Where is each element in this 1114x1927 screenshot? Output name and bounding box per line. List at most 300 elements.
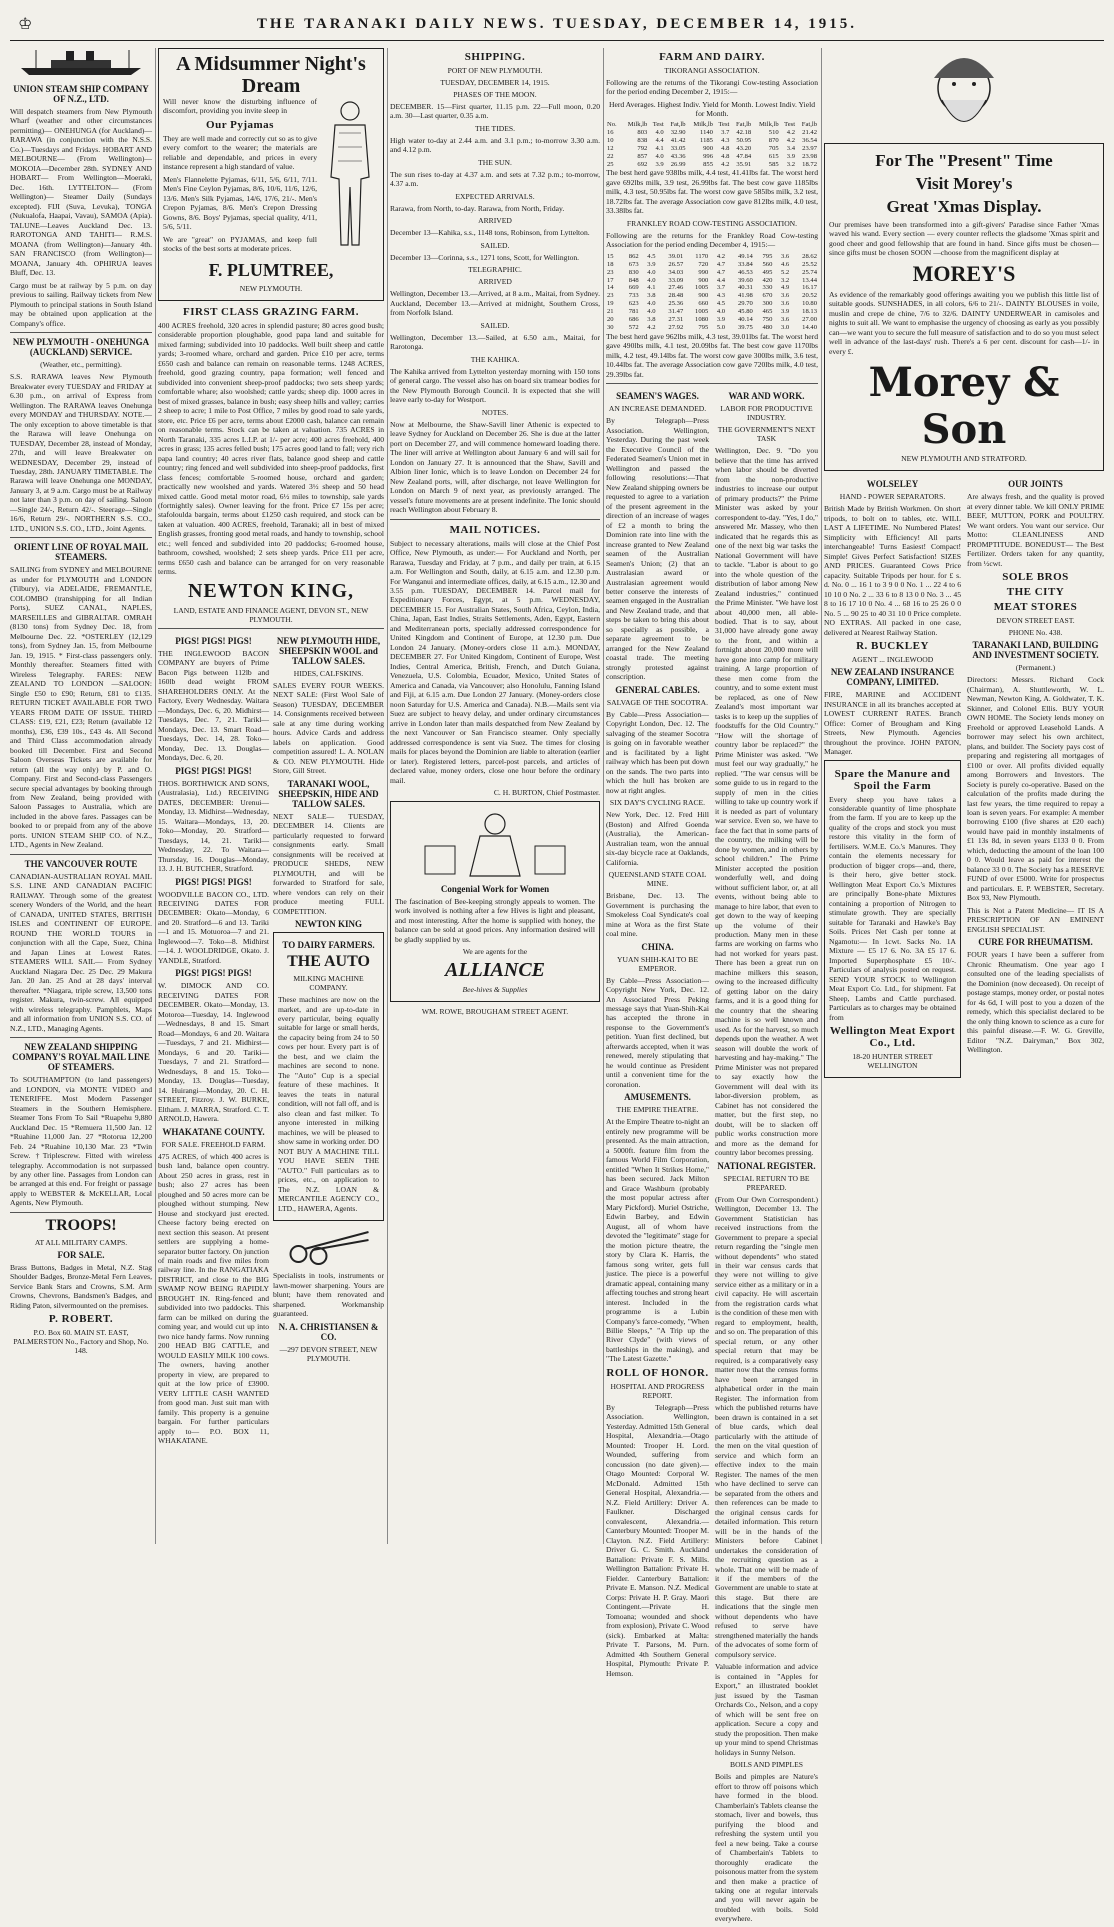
table-cell: 26.99 [670,160,686,168]
nzship-heading: NEW ZEALAND SHIPPING COMPANY'S ROYAL MAIL LINE OF STEAMERS. [12,1042,150,1073]
table-header-cell: Test [718,120,730,128]
table-header-cell: Milk,lb [627,120,648,128]
table-cell: 25.36 [668,300,684,308]
sun-body: The sun rises to-day at 4.37 a.m. and sets at 7.32 p.m.; to-morrow, 4.37 a.m. [390,169,600,189]
morey-heading-2: Visit Morey's [915,174,1013,193]
register-sub: SPECIAL RETURN TO BE PREPARED. [723,1173,810,1192]
tikorangi-intro: Following are the returns of the Tikorangi Cow-testing Association for the period ending December 2, 1915:— [606,78,818,97]
meat-stores-heading: MEAT STORES [993,601,1078,614]
table-cell: 5.2 [780,268,790,276]
table-cell: 1140 [700,128,713,136]
table-cell: 669 [628,284,639,292]
alliance-agents: We are agents for the [462,947,528,957]
table-row [606,137,818,145]
table-cell: 1080 [695,316,709,324]
newton-king-sign: NEWTON KING [294,919,363,930]
table-cell: 42.18 [736,128,752,136]
table-cell: 3.2 [780,276,790,284]
troops-heading: TROOPS! [45,1216,117,1234]
midsummer-body: Will never know the disturbing influence of discomfort, providing you invite sleep in [163,97,317,116]
table-cell: 32.90 [670,128,686,136]
war-body: Wellington, Dec. 9. "Do you believe that the time has arrived when labor should be diverted from the non-productive industries to increase our output of primary products?" the Prime Minister was asked by your correspondent to-day. "Yes, I do," answered Mr. Massey, who then indicated that he regards this as one of the next big war tasks the National Government will have to tackle. "Labor is about to go into the whole question of the distribution of labor among New Zealand industries," continued the Prime Minister. "We have lost about 40,000 men, all able-bodied. That is to say, about 31,000 have already gone away to the front, and within a fortnight about 20,000 more will have gone into camp for military training. A large proportion of these men come from the country, and to some extent must be replaced, as one of New Zealand's most important war tasks is to keep up the supplies of foodstuffs for the Old Country." "How will the shortage of country labor be replaced?" the Prime Minister was asked. "We must feel our way gradually," he replied. "The war census will be some guide to us in regard to the supply of men in the cities willing to take up country work if it is needed as part of voluntary war service. Even so, we have to face the fact that in some parts of the country, the milking will be done by women, and in others by school children." The Prime Minister accepted the position wonderfully well, and doing without sufficient labor, or, at all events, without being able to manage to hire labor, that even to get down to the way of keeping up the volume of their production. Many men in these farms are working on farms who had not worked for years past. There has been a great run on machine milkers this season, owing to the increased difficulty of getting labor on the dairy farms, and it is a good thing for the country that the shearing machine is so well known and used. As for the harvest, so much depends upon the weather. A wet season will double the work of harvesting and hay-making." The Prime Minister was not prepared to say exactly how the Government will deal with its labor-diversion problem, as Cabinet has not considered the matter, but the first step, no doubt, will be to slacken off public works construction more and more as the demand for country labor becomes pressing. [715,446,818,1158]
table-cell: 996 [703,152,713,160]
table-cell: 36.54 [802,136,817,144]
column-shipping-ads [10,48,152,1544]
joints-body: Are always fresh, and the quality is proved at every dinner table. We kill ONLY PRIME BEEF, MUTTON, PORK and POULTRY. We want orders. You want our service. Our Motto: CLEANLINESS AND PROMPTITUDE. BONEDUST— The Best Fertilizer. Orders taken for any quantity, from ½cwt. [967,492,1104,568]
china-heading: CHINA. [641,941,674,952]
table-cell: 28.48 [668,292,684,300]
table-cell: 20 [607,316,614,324]
table-row [606,292,818,300]
orient-body: SAILING from SYDNEY and MELBOURNE as under for PLYMOUTH and LONDON (Tilbury), via ADELAIDE, FREMANTLE, COLOMBO (transhipping for all Indian Ports), SUEZ CANAL, NAPLES, MARSEILLES and GIBRALTAR. OMRAH (8130 tons) from Sydney Dec. 18, from Melbourne Dec. 22. *OSTERLEY (12,129 tons), from Sydney Jan. 15, from Melbourne Jan. 19, 1915. * First-class passengers only. Monthly thereafter. Steamers fitted with Wireless Telegraphy. FARES: NEW ZEALAND TO LONDON —SALOON: Single £50 to £90; Return, £81 to £135. RETURN TICKET AVAILABLE FOR TWO YEARS FROM DATE OF ISSUE. THIRD CLASS: £19, £21, £23; Return (available 12 months), £36, £39 10s., £43 4s. All Second and Third Class accommodation already booked till December. First and Second Saloon Overseas Tickets are available for return (all the way only) by P. and O. Company. First and Second-class Passengers secure special advantages by booking through from New Zealand, being provided with Saloon Passages to Australia, which are included in the above fares. Passages can be booked to or prepaid from any of the above ports. UNION STEAM SHIP CO. of N.Z., LTD., Agents in New Zealand. [10,565,152,850]
column-shipping-news [390,48,600,1544]
table-cell: 28.62 [802,252,817,260]
pigs-woodville: WOODVILLE BACON CO., LTD. RECEIVING DATES FOR DECEMBER: Okato—Monday, 6 and 20. Stratford—6 and 13. Tariki—1 and 15. Motuoroa—7 and 21. Inglewood—7. Toko—8. Midhirst—14. J. WOOLDRIDGE, Okato. J. YANDLE, Stratford. [158,889,269,965]
table-cell: 22 [607,152,614,160]
table-cell: 23.97 [802,144,817,152]
masthead [10,6,1104,41]
table-row [606,269,818,277]
dairy-heading: TO DAIRY FARMERS. [282,940,375,951]
union-heading: UNION STEAM SHIP COMPANY OF N.Z., LTD. [13,84,149,104]
forsale-body: Brass Buttons, Badges in Metal, N.Z. Stag Shoulder Badges, Bronze-Metal Fern Leaves, Service Bank Stars and Crowns, S.M. Arm Crowns, Chevrons, Bandsmen's Badges, and Riding Paton, silvermounted on the premises. [10,1262,152,1310]
table-cell: 10.80 [802,300,817,308]
column-rule [821,48,822,1544]
table-cell: 3.6 [780,292,790,300]
table-cell: 3.6 [780,316,790,324]
table-cell: 660 [698,300,709,308]
table-cell: 838 [637,136,648,144]
tlb-heading: TARANAKI LAND, BUILDING AND INVESTMENT SOCIETY. [972,640,1099,661]
table-cell: 795 [698,323,709,331]
table-row [606,161,818,169]
farm-body: 400 ACRES freehold, 320 acres in splendid pasture; 80 acres good bush; considerable proportion ploughable, good papa land and suitable for mixed farming; subdivided into 10 paddocks. Well built sheep and cattle yards; 3-roomed whare, orchard and garden. Price £10 per acre, terms £650 cash and balance can remain on reasonable terms. 1248 ACRES, freehold, good grazing country, papa formation; well fenced and subdivided into convenient sheep-proof paddocks; two sets sheep yards; comfortable whare; also woolshed; cattle yards; sheep dip. 1000 acres in best of mixed grasses, balance in bush; easy sheep hills and valley; carries 2 sheep to acre; 1 mile to Post Office, 7 miles by good road to sale yards, store, etc. Price £6 per acre, terms about £2000 cash, balance can remain on reasonable terms. Stock can be taken at valuation. 735 ACRES in North Taranaki, 335 acres L.I.P. at 1/- per acre; 400 acres freehold, 400 acres in grass; 135 acres felled bush; 175 acres good land to fall; very rich papa land country; 40 acres river flats, balance good sheep and cattle country; ring fenced and well subdivided into sheep-proof paddocks, first class fences; comfortable 5-roomed house, orchard and garden; practically new woolshed and yards. Watered 3½ sheep and 50 head mixed cattle. Good metal motor road, 6½ miles to township, sale yards (fortnightly sales). Owner leaving for the front. Price £7 15s per acre; stafoloulda bargain, terms about £1250 cash required, and stock can be taken at valuation. 400 ACRES, freehold, Taranaki; all in best of mixed English grasses, fronting good metal roads, and handy to township, school etc.; well fenced and subdivided into 20 paddocks; 6-roomed house, bathroom, cowshed, woolshed; 2 sets sheep yards. Price £11 per acre, terms £650 cash and balance can be arranged for on very reasonable terms. [158,320,384,577]
table-cell: 900 [698,276,709,284]
table-cell: 781 [628,308,639,316]
mail-body: Subject to necessary alterations, mails will close at the Chief Post Office, New Plymouth, as under:— For Auckland and North, per Rarawa, Tuesday and Friday, at 7 p.m., and daily per train, at 6.15 a.m. For Wellington and South, daily, at 6.15 a.m. and 12.30 p.m. For Wanganui and intermediate offices, daily, at 6.15 a.m., 12.30 and 3.55 p.m. TUESDAY, DECEMBER 14. Parcel mail for Expeditionary Forces, Egypt, at 5 p.m. WEDNESDAY, DECEMBER 15. For Australian States, South Africa, Ceylon, India, China, Japan, East Indies, Straits Settlements, Aden, Egypt, Eastern and Mediterranean ports, specially addressed correspondence for United Kingdom and Continent of Europe, at 12.30 p.m. Due London 24 January. (Money-orders close 11 a.m.). MONDAY, DECEMBER 27. For United Kingdom, Continent of Europe, West Indies, Central America, British, French, and Dutch Guiana, Venezuela, U.S. Colombia, Ecuador, Mexico, United States of America and Canada, via Vancouver; also Honolulu, Fanning Island and Fiji, at 6.15 a.m. Due London 27 January. (Money-orders close noon Saturday for U.S. America and Canada). N.B.—Mails sent via Suez are subject to heavy delay, and under ordinary circumstances arrive in London later than mails despatched from New Zealand by the next Vancouver or San Francisco steamer. Only specially addressed correspondence is sent via Suez. The times for closing mails for places beyond the Dominion are liable to alteration (earlier or later). Registered letters, parcel-post parcels, and articles of declared value, money orders, close one hour before the ordinary mail. [390,538,600,785]
column-rule [603,48,604,1544]
table-cell: 870 [768,136,779,144]
table-cell: 40.31 [737,284,753,292]
frankley-heading: FRANKLEY ROAD COW-TESTING ASSOCIATION. [626,218,798,228]
whakatane-sub: FOR SALE. FREEHOLD FARM. [161,1139,266,1149]
forsale-heading: FOR SALE. [57,1249,105,1260]
table-header-cell: Fat,lb [801,120,817,128]
expected-heading: EXPECTED ARRIVALS. [455,191,535,201]
table-cell: 4.8 [721,144,730,152]
kahika-body: The Kahika arrived from Lyttelton yesterday morning with 150 tons of general cargo. The vessel also has on board six tramear bodies for the New Plymouth Borough Council. It is expected that she will leave early to-day for Westport. [390,366,600,405]
nz-insurance-heading: NEW ZEALAND INSURANCE COMPANY, LIMITED. [830,667,955,688]
table-cell: 3.9 [655,160,664,168]
table-cell: 4.1 [647,284,656,292]
amusements-heading: AMUSEMENTS. [624,1092,691,1103]
table-cell: 692 [637,160,648,168]
table-cell: 4.2 [786,136,796,144]
table-cell: 572 [628,323,639,331]
table-cell: 15 [607,252,614,260]
table-cell: 495 [762,268,773,276]
rheumatism-body: FOUR years I have been a sufferer from Chronic Rheumatism. One year ago I consulted one of the leading specialists of the Dominion (now deceased). On receipt of postage stamps, money order, or postal notes for 4s 6d, I will post to you a dozen of the remedy, which this specialist declared to be the only thing known to science as a cure for this painful disease.—F. W. G. Greville, Editor "N.Z. Dairyman," Box 302, Wellington. [967,950,1104,1055]
christiansen-address: —297 DEVON STREET, NEW PLYMOUTH. [279,1344,378,1363]
auto-body: These machines are now on the market, and are up-to-date in every particular, being equally suitable for large or small herds, the capacity being from 24 to 50 cows per hour. Every part is of the best, and we claim the machines are second to none. The "Auto" Cup is a special feature of these machines. It leaves the teats in natural condition, will not fall off, and is also clean and fast milker. To anyone interested in milking machines, we will be pleased to show same in working order. DO NOT BUY A MACHINE TILL YOU HAVE SEEN THE "AUTO." Full particulars as to prices, etc., on application to The N.Z. LOAN & MERCANTILE AGENCY CO., LTD., HAWERA, Agents. [278,995,379,1213]
masthead-title: THE TARANAKI DAILY NEWS. TUESDAY, DECEMBER 14, 1915. [256,16,858,32]
pigs-heading: PIGS! PIGS! PIGS! [175,765,252,776]
np-wool-body: SALES EVERY FOUR WEEKS. NEXT SALE: (First Wool Sale of Season) TUESDAY, DECEMBER 14. Consignments received between sale at any time during working hours. Advice Cards and address labels on application. Good competition assured! L. A. NOLAN & CO. NEW PLYMOUTH. Hide Store, Gill Street. [273,680,384,776]
table-cell: 27.46 [668,284,684,292]
tk-wool-heading: TARANAKI WOOL, SHEEPSKIN, HIDE AND TALLOW SALES. [278,778,379,809]
table-header-cell: Test [652,120,664,128]
register-body: (From Our Own Correspondent.) Wellington, December 13. The Government Statistician has received instructions from the Government to prepare a special return regarding the "single men without dependents" who stated in their war census cards that they were not willing to give service either as a military or in a civil capacity. He will ascertain from the registration cards what is the condition of these men with regard to employment, health, and so on. The preparation of this special return, or any other special return that may be required, is a comparatively easy matter now that the census forms have been arranged in alphabetical order in the main Register. The information from which the published returns have been drawn is contained in a set of blue cards, which deal particularly with the attitude of the men on the vital question of service and which form an effective index to the main Register. The names of the men who have declined to serve can be separated from the others and then references can be made to the original census cards for detailed information. This return will be in the hands of the Ministers before Cabinet undertakes the consideration of the recruiting question as a whole. That one will be made of it if the members of the Government are unable to state at this stage. But there are indications that the single men without dependents who have refused to serve have strengthened materially the hands of the advocates of some form of compulsory service. [715,1194,818,1659]
table-cell: 4.0 [655,152,664,160]
newton-king-sub: LAND, ESTATE AND FINANCE AGENT, DEVON ST., NEW PLYMOUTH. [173,605,369,624]
table-cell: 41.98 [737,292,753,300]
shipping-heading: SHIPPING. [464,51,526,63]
union-cargo: Cargo must be at railway by 5 p.m. on day previous to sailing. Railway tickets from New Plymouth to principal stations in South Island may be obtained upon application at the Company's office. [10,280,152,328]
pigs-borthwick: THOS. BORTHWICK AND SONS, (Australasia), Ltd.) RECEIVING DATES, DECEMBER: Urenui—Monday, 13. Midhirst—Wednesday, 15. Waitara—Mondays, 13, 20. Toko—Monday, 20. Stratford—Tuesdays, 14, 21. Tarikl—Wednesday, 22. To Waitara—Thursday, 16. Douglas—Monday, 13. J. H. BUTCHER, Stratford. [158,778,269,874]
wolseley-heading: WOLSELEY [866,479,919,490]
table-cell: 3.9 [716,316,726,324]
table-cell: 1170 [695,252,709,260]
table-row [606,261,818,269]
cycle-sub: SIX DAY'S CYCLING RACE. [609,798,706,808]
father-christmas-illustration [824,48,1104,138]
table-row [606,277,818,285]
mail-heading: MAIL NOTICES. [449,523,541,536]
np-wool-heading: NEW PLYMOUTH HIDE, SHEEPSKIN WOOL and TALLOW SALES. [276,635,381,666]
table-cell: 33.05 [670,144,686,152]
table-cell: 19 [607,300,614,308]
alliance-address: WM. ROWE, BROUGHAM STREET AGENT. [421,1007,569,1017]
robert-address: P.O. Box 60. MAIN ST. EAST, PALMERSTON No., Factory and Shop, No. 148. [13,1328,149,1356]
table-cell: 4.4 [716,276,726,284]
table-cell: 45.80 [737,308,753,316]
roll-sub: HOSPITAL AND PROGRESS REPORT. [610,1381,705,1400]
city-heading: THE CITY [1006,586,1065,599]
table-cell: 990 [698,268,709,276]
china-body: By Cable—Press Association—Copyright New York, Dec. 12. An Associated Press Peking message says that Yuan-Shih-Kai has accepted the throne in response to the Government's petition. Yuan first declined, but afterwards accepted, when it was renewed, merely stipulating that he would continue as President until a convenient time for the coronation. [606,975,709,1089]
tikorangi-heading: TIKORANGI ASSOCIATION. [664,66,760,75]
table-cell: 670 [762,292,773,300]
table-cell: 1185 [700,136,713,144]
tikorangi-summary: The best herd gave 938lbs milk, 4.4 test, 41.41lbs fat. The worst herd gave 692lbs milk, 3.9 test, 26.99lbs fat. The best cow gave 1185lbs milk, 4.3 test, 50.95lbs fat. The worst cow gave 585lbs milk, 3.2 test, 18.72lbs fat. The average Association cow gave 812lbs milk, 4.0 test, 33.38lbs fat. [606,168,818,216]
table-cell: 300 [762,300,773,308]
table-cell: 16 [607,128,614,136]
table-cell: 3.8 [647,316,656,324]
register-heading: NATIONAL REGISTER. [717,1160,816,1171]
alliance-brand: ALLIANCE [444,959,546,982]
spare-manure-heading: Spare the Manure and Spoil the Farm [834,767,951,792]
table-cell: 4.0 [716,308,726,316]
alliance-heading: Congenial Work for Women [440,883,550,894]
table-cell: 14.40 [802,323,817,331]
table-cell: 830 [628,268,639,276]
wolseley-sub: HAND - POWER SEPARATORS. [839,492,946,502]
notes-body: Now at Melbourne, the Shaw-Savill liner Athenic is expected to leave Sydney for Auckland on December 26. She is due at the latter port on December 27, and will commence homeward loading there. The liner will arrive at Wellington about January 6 and will sail for London on January 27. It is announced that the Shaw, Savill and Albion liner Ionic, which is to leave London on December 24 for New Zealand ports, will, after discharge, not leave Wellington for London on March 9 of next year, as previously arranged. The vessel's future movements are at present indefinite. The Ionic should reach Wellington about February 8. [390,419,600,515]
table-cell: 25 [607,160,614,168]
plumtree-ad [158,48,384,301]
table-header-cell: Test [784,120,796,128]
table-cell: 4.7 [716,268,726,276]
empire-sub: THE EMPIRE THEATRE. [616,1105,699,1115]
pigs-dimock: W. DIMOCK AND CO. RECEIVING DATES FOR DECEMBER. Okato—Monday, 13. Motoroa—Tuesday, 14. Inglewood—Wednesdays, 8 and 15. Smart Road—Mondays, 6 and 20. Waitara—Tuesdays, 7 and 21. Midhirst—Mondays, 6 and 20. Tariki—Tuesdays, 7 and 21. Stratford—Wednesdays, 8 and 15. Toko—Monday, 13. Douglas—Tuesday, 14. Huirangi—Monday, 20. C. H. STREET, Fitzroy. J. W. BURKE, Eltham. J. MARRA, Stratford. C. T. ARNOLD, Hawera. [158,981,269,1124]
troops-sub: AT ALL MILITARY CAMPS. [34,1237,128,1247]
table-cell: 4.0 [655,128,664,136]
table-cell: 3.7 [716,284,726,292]
whakatane-heading: WHAKATANE COUNTY. [162,1126,265,1137]
table-cell: 3.9 [647,260,656,268]
table-cell: 40.14 [737,316,753,324]
steamship-icon [10,48,152,76]
table-cell: 862 [628,252,639,260]
table-cell: 18.13 [802,308,817,316]
war-sub: LABOR FOR PRODUCTIVE INDUSTRY. [720,404,813,423]
table-cell: 4.6 [780,260,790,268]
whakatane-body: 475 ACRES, of which 400 acres is bush land, balance open country. About 250 acres in grass, rest in bush; also 27 acres has been ploughed and 50 acres more can be ploughed without stumping. New House and stockyard just erected. Cheese factory being erected on next section this season. At present settlers are supplying a home-separator butter factory. On junction of main roads and five miles from railway line. In the RANGATIAKA DISTRICT, and close to the BIG SWAMP NOW BEING RAPIDLY BROUGHT IN. Ring-fenced and subdivided into two paddocks. This farm can be milked on during the coming year, and would cut up into two nice handy farms. Now running 200 HEAD BIG CATTLE, and WOULD EASILY MILK 100 cows. The owners, having another property in view, are prepared to quit at the low price of £3900. VERY LITTLE CASH WANTED from good man. Just suit man with family. This property is a genuine bargain. For further particulars apply to— P.O. BOX 11, WHAKATANE. [158,1151,269,1446]
table-cell: 25.74 [802,268,817,276]
table-cell: 615 [768,152,779,160]
pigs-heading: PIGS! PIGS! PIGS! [175,876,252,887]
socotra-sub: SALVAGE OF THE SOCOTRA. [606,697,709,707]
coal-sub: QUEENSLAND STATE COAL MINE. [608,870,707,889]
table-cell: 585 [768,160,779,168]
column-rule [155,48,156,1544]
farm-dairy-heading: FARM AND DAIRY. [659,51,765,63]
table-cell: 3.2 [786,160,796,168]
roll-body: By Telegraph—Press Association. Wellington, Yesterday. Admitted 15th General Hospital, Alexandria.—Otago Mounted: Trooper H. Lord. Wounded, suffering from concussion (no date given).—Otago Mounted: Corporal W. McDonald. Admitted 15th General Hospital, Alexandria.—N.Z. Field Artillery: Driver A. Faulkner. Discharged convalescent, Alexandria.—Canterbury Mounted: Trooper M. Clayton. N.Z. Field Artillery: Driver G. C. Smith. Auckland Battalion: Private F. S. Mills. Wellington Battalion: Private H. Fielder. Canterbury Battalion: Private E. Manson. N.Z. Medical Corps: Private H. P. Gray. Maori Contingent.—Private H. Tomoana; wounded and shock from explosion), Private C. Wood (sick). Embarked at Malta: Private T. Parsons, M. Purn. Admitted 4th Southern General Hospital, Plymouth: Private P. Hemson. [606,1402,709,1678]
table-cell: 10 [607,136,614,144]
war-heading: WAR AND WORK. [728,391,805,402]
column-rule [387,48,388,1544]
table-cell: 673 [628,260,639,268]
sun-heading: THE SUN. [478,157,512,167]
morey-ad [824,143,1104,471]
table-cell: 49.14 [737,252,753,260]
frankley-intro: Following are the returns for the Frankley Road Cow-testing Association for the period ending December 4, 1915:— [606,230,818,250]
pyjamas-prices: Men's Flannelette Pyjamas, 6/11, 5/6, 6/11, 7/11. Men's Fine Ceylon Pyjamas, 8/6, 10/6, 11/6, 12/6, 13/6. Men's Silk Pyjamas, 14/6, 17/6, 21/-. Men's Crepon Pyjamas, 8/6. Men's Crepon Dressing Gowns, 8/6. Boys' Pyjamas, special quality, 4/11, 5/6, 5/11. [163,174,317,232]
auto-title: THE AUTO [287,953,370,971]
table-cell: 3.9 [786,152,796,160]
tlb-body: Directors: Messrs. Richard Cock (Chairman), A. Shuttleworth, W. L. Newman, Newton King, A. Goldwater, T. K. Skinner, and Colonel Ellis. BUY YOUR OWN HOME. The Society lends money on Freehold or approved Leasehold Lands. A borrower may select his own architect, plans, and builder. The Society pays cost of preparing and registering all mortgages of £100 or over. All profits divided equally among Borrowers and Investors. The Society is purely co-operative. Based on the calculation of the profits made during the last few years, the time required to repay a loan is seven years. For example: A member borrowing £100 (five shares at £20 each) would have paid in monthly instalments of £1 13s 8d, in seven years £133 0 0. From which, deducting the amount of the loan 100 0 0. Would leave as paid for interest the balance 33 0 0. The Society has a RESERVE FUND of over £5000. Write for prospectus and particulars. E. P. WEBSTER, Secretary. Box 93, New Plymouth. [967,675,1104,903]
table-cell: 33.84 [737,260,753,268]
table-cell: 27.00 [802,316,817,324]
table-cell: 39.75 [737,323,753,331]
boils-body: Boils and pimples are Nature's effort to throw off poisons which have formed in the blood. Chamberlain's Tablets cleanse the stomach, liver and bowels, thus purifying the blood and refreshing the system until you feel a new being. Take a course of Chamberlain's Tablets to thoroughly eradicate the poisonous matter from the system and then make a practice of taking one at regular intervals and you will never again be troubled with boils. Sold everywhere. [715,1772,818,1924]
buckley-address: AGENT ... INGLEWOOD [851,655,934,665]
rheumatism-intro: This is Not a Patent Medicine— IT IS A PRESCRIPTION OF AN EMINENT ENGLISH SPECIALIST. [967,905,1104,934]
mail-signature: C. H. BURTON, Chief Postmaster. [493,788,600,798]
onehunga-sub: (Weather, etc., permitting). [40,360,122,370]
morey-intro: Our premises have been transformed into a gift-givers' Paradise since Father 'Xmas waved his wand. Every section — every counter reflects the gladsome 'Xmas spirit and good cheer and good fellowship that are found in hand. Since gifts must be chosen—since gifts must be chosen SOON —choose from the magnificent display at [829,220,1099,258]
table-cell: 4.0 [647,268,656,276]
war-task: THE GOVERNMENT'S NEXT TASK [717,425,816,444]
midsummer-title: A Midsummer Night's Dream [176,53,366,97]
arrived-body: December 13—Kahika, s.s., 1148 tons, Robinson, from Lyttelton. [390,228,590,238]
table-cell: 3.0 [780,323,790,331]
expected-body: Rarawa, from North, to-day. Rarawa, from North, Friday. [390,203,565,213]
table-cell: 750 [762,316,773,324]
tlb-sub: (Permanent.) [1015,663,1056,673]
table-cell: 21 [607,308,614,316]
table-header-cell: Fat,lb [670,120,686,128]
tikorangi-table [606,121,818,168]
table-header-cell: Milk,lb [759,120,779,128]
table-cell: 12 [607,144,614,152]
alliance-tagline: Bee-hives & Supplies [462,985,528,995]
socotra-body: By Cable—Press Association—Copyright London, Dec. 12. The salvaging of the steamer Socotra is going on in favorable weather and is facilitated by a light railway which has been put down on the sands. The two parts into which the hull has broken are now at right angles. [606,709,709,795]
table-row [606,316,818,324]
pigs-heading: PIGS! PIGS! PIGS! [175,635,252,646]
table-cell: 4.1 [655,144,664,152]
wme-ad [824,760,961,1079]
moreys-name: MOREY'S [912,260,1016,286]
frankley-summary: The best herd gave 962lbs milk, 4.3 test, 39.01lbs fat. The worst herd gave 490lbs milk, 4.1 test, 20.09lbs fat. The best cow gave 1170lbs milk, 4.2 test, 49.14lbs fat. The worst cow gave 300lbs milk, 3.6 test, 10.44lbs fat. The average Association cow gave 720lbs milk, 4.0 test, 29.39lbs fat. [606,331,818,379]
nzship-body: To SOUTHAMPTON (to land passengers) and LONDON, via MONTE VIDEO and TENERIFFE. Most Modern Passenger Steamers in the Southern Hemisphere. Steamer Tons From To Sail *Ruapehu 9,880 Auckland Dec. 15 *Remuera 11,500 Jan. 12 *Ruahine 11,000 Jan. 27 *Rotorua 12,200 Feb. 24 *Ruahine 10,130 Mar. 23 *Twin Screw. †Triplescrew. Fitted with wireless telegraphy. Accommodation is not surpassed by any other line. Passages from London can be arranged at this end. For freight or passage apply to WEBSTER & McKELLAR, Local Agents, New Plymouth. [10,1075,152,1208]
morey-son-name: Morey & Son [868,359,1060,454]
table-cell: 4.7 [716,260,726,268]
moon-body: DECEMBER. 15—First quarter, 11.15 p.m. 22—Full moon, 0.20 a.m. 30—Last quarter, 0.35 a.m. [390,102,600,121]
plumtree-name: F. PLUMTREE, [208,259,334,280]
table-cell: 4.2 [647,323,656,331]
morey-heading-3: Great 'Xmas Display. [886,197,1042,216]
table-cell: 900 [698,292,709,300]
pyjamas-heading: Our Pyjamas [206,118,274,131]
newton-king-heading: NEWTON KING, [187,579,355,602]
wme-name: Wellington Meat Export Co., Ltd. [829,1025,956,1050]
sailed-heading: SAILED. [480,240,510,250]
union-body: Will despatch steamers from New Plymouth Wharf (weather and other circumstances permitting)— ONEHUNGA (for Auckland)— RARAWA (in conjunction with the N.S.S. Co.)—Tuesdays and Fridays. HOBART AND MELBOURNE— (From Wellington)— MOKOIA—December 28th. SYDNEY AND HOBART— From Wellington—Moeraki, Dec. 16th. LYTTELTON— (From Wellington)— Steamer Daily (Sundays excepted). FIJI (Suva, Levuka), TONGA (Nukualofa, Haapai, Vavau), SAMOA (Apia). TALUNE—Leaves Auckland Dec. 13. RAROTONGA AND TAHITI— R.M.S. MOANA (from Wellington)—January 4th. SAN FRANCISCO (from Wellington)— MOANA, January 4th. OPHIRUA leaves Bluff, Dec. 13. [10,107,152,278]
table-cell: 18 [607,260,614,268]
arrived-heading: ARRIVED [478,216,512,226]
boils-heading: BOILS AND PIMPLES [730,1760,803,1770]
buckley-name: R. BUCKLEY [856,640,929,653]
column-ads-2 [158,48,384,1544]
orient-heading: ORIENT LINE OF ROYAL MAIL STEAMERS. [13,542,149,563]
table-cell: 720 [698,260,709,268]
table-cell: 4.5 [716,300,726,308]
table-cell: 29.70 [737,300,753,308]
auto-sub: MILKING MACHINE COMPANY. [293,974,364,993]
table-cell: 4.4 [655,136,664,144]
table-cell: 43.36 [670,152,686,160]
table-cell: 16.17 [802,284,817,292]
wme-address: 18-20 HUNTER STREET WELLINGTON [852,1052,933,1071]
table-cell: 3.7 [721,128,730,136]
tel-arrived-heading: ARRIVED [478,277,512,287]
tides-heading: THE TIDES. [475,123,515,133]
meat-stores-address: DEVON STREET EAST. [996,616,1075,626]
table-cell: 480 [762,323,773,331]
man-in-pyjamas-illustration [321,97,379,247]
table-header-cell: Milk,lb [693,120,713,128]
table-row [606,129,818,137]
cycle-body: New York, Dec. 12. Fred Hill (Boston) and Alfred Goenda (Australia), the American-Australian team, won the annual six-day bicycle race at Oaklands, California. [606,810,709,867]
table-cell: 50.95 [736,136,752,144]
table-cell: 20.52 [802,292,817,300]
empire-body: At the Empire Theatre to-night an entirely new programme will be presented. As the main attraction, a 5000ft. feature film from the famous World Film Corporation, entitled "When It Strikes Home," has been secured. Jack Milton and Grace Washburn (probably the most popular actress after Mary Pickford). Muriel Ostriche, Edwin Barbey, and Edwin August, all of whom have devoted the "legitimate" stage for the motion picture theatre, the story by Clara K. Harris, the famous song writer, gets full justice. The piece is a powerful dramatic appeal, containing many affecting touches and strong heart interest. Included in the programme is a Lubin Company's farce-comedy, "When Billie Sleeps," "A Trip up the River Clyde" (with views of battleships in the making), and "The Latest Gazette." [606,1117,709,1364]
tel-arrived-body: Wellington, December 13.—Arrived, at 8 a.m., Maitai, from Sydney. Auckland, December 13.—Arrived at midnight, Southern Cross, from Norfolk Island. [390,289,600,318]
table-cell: 855 [703,160,713,168]
coal-body: Brisbane, Dec. 13. The Government is purchasing the Smokeless Coal Syndicate's coal mine at Wora as the first State coal mine. [606,891,709,939]
table-cell: 4.5 [647,252,656,260]
robert-name: P. ROBERT. [48,1313,114,1326]
alliance-body: The fascination of Bee-keeping strongly appeals to women. The work involved is nothing after a few Hives is light and pleasant, and most interesting. After the home is supplied with honey, the balance can be sold at good prices. Any information desired will be gladly supplied by us. [395,896,595,944]
telegraphic-heading: TELEGRAPHIC. [468,265,522,275]
column-farm-dairy [606,48,818,1924]
table-cell: 34.03 [668,268,684,276]
table-cell: 5.0 [716,323,726,331]
onehunga-heading: NEW PLYMOUTH - ONEHUNGA (AUCKLAND) SERVICE. [12,337,150,358]
table-cell: 3.8 [647,292,656,300]
pyjamas-body: They are well made and correctly cut so as to give every comfort to the wearer; the materials are reliable and dependable, and prices in every instance represent a high standard of value. [163,133,317,172]
table-cell: 47.84 [736,152,752,160]
pyjamas-close: We are "great" on PYJAMAS, and keep full stocks of the best sorts at moderate prices. [163,234,317,254]
table-cell: 39.60 [737,276,753,284]
crest-icon: ♔ [18,16,33,33]
tel-sailed-body: Wellington, December 13.—Sailed, at 6.50 a.m., Maitai, for Rarotonga. [390,332,600,352]
table-cell: 560 [762,260,773,268]
plumtree-town: NEW PLYMOUTH. [239,283,303,293]
table-cell: 4.3 [716,292,726,300]
kahika-heading: THE KAHIKA. [470,354,520,364]
vancouver-heading: THE VANCOUVER ROUTE [24,858,138,869]
tel-sailed-heading: SAILED. [480,320,510,330]
table-cell: 14 [607,284,614,292]
table-cell: 13.44 [802,276,817,284]
cables-heading: GENERAL CABLES. [615,684,700,695]
table-cell: 23 [607,292,614,300]
table-cell: 1005 [695,308,709,316]
christiansen-name: N. A. CHRISTIANSEN & CO. [278,1321,379,1342]
seamen-sub: AN INCREASE DEMANDED. [608,404,707,414]
table-cell: 420 [762,276,773,284]
table-cell: 510 [768,128,779,136]
table-cell: 26.57 [668,260,684,268]
table-cell: 1005 [695,284,709,292]
np-wool-sub: HIDES, CALFSKINS. [293,668,364,678]
table-cell: 18.72 [802,160,817,168]
sole-bros-name: SOLE BROS [1002,571,1069,584]
frankley-table [606,253,818,332]
table-cell: 3.4 [786,144,796,152]
table-cell: 4.2 [721,160,730,168]
pigs-heading: PIGS! PIGS! PIGS! [175,968,252,979]
meat-stores-phone: PHONE No. 438. [1008,628,1063,638]
table-cell: 30 [607,323,614,331]
table-cell: 41.42 [670,136,686,144]
notes-heading: NOTES. [481,407,509,417]
issue-date: TUESDAY, DECEMBER 14, 1915. [440,78,550,87]
table-cell: 17 [607,276,614,284]
table-cell: 792 [637,144,648,152]
table-row [606,284,818,292]
scissors-illustration [273,1226,384,1266]
table-cell: 733 [628,292,639,300]
table-cell: 795 [762,252,773,260]
table-row [606,300,818,308]
seamen-body: By Telegraph—Press Association. Wellington, Yesterday. During the past week the Executive Council of the Federated Seamen's Union met in Wellington and passed the following resolutions:—That New Zealand shipping owners be requested to agree to a variation of the present agreement in the direction of an increase of wages of £2 a month to bring the Dominion rate into line with the increase granted to New Zealand seamen of the Australian Seamen's Union; (2) that an Australasian award or Australasian agreement would better conserve the interests of seamen engaged in the Australian and New Zealand trade, and that steps be taken to bring this about so specially as possible, a separate agreement to be arranged for the New Zealand coastal trade. The meeting strongly protested against conscription. [606,416,709,682]
table-cell: 27.31 [668,316,684,324]
morey-body: As evidence of the remarkably good offerings awaiting you we publish this little list of suitable goods. SUNSHADES, in all colors, 6/6 to 21/-. DAINTY BLOUSES in voile, muslin and crepe de chine, 7/6 to 32/6. DAINTY UNDERWEAR in camisoles and nights to suit all. We want to emphasise the urgency of choosing as early as you possibly can—we want you to secure the full measure of satisfaction and to do so you must select well in advance of the last-days' rush. There's a 6 per cent. discount for cash—1/- in every £. [829,289,1099,356]
table-cell: 465 [762,308,773,316]
table-cell: 4.2 [716,252,726,260]
spare-manure-body: Every sheep you have takes a considerable quantity of lime phosphate from the farm. If you are to keep up the quality of the crops and stock you must restore this vitality in the form of fertilisers. W.M.E. Co.'s Manures. They contain the elements necessary for production of bigger crops—and, there, is their hero, give better stock. Wellington Meat Export Co.'s Mixtures are principally Bone-phate Mixtures containing a proportion of Nitrogen to stimulate growth. They are specially suitable for Taranaki and Hawke's Bay Soils. Prices Net Cash per tonne at Ngamotu:— In 1cwt. Sacks No. 1A Mixture — £5 17 6. No. 3A £5 17 6. Imported Superphosphate £5 10/-. Particulars of analysis posted on request. SEND YOUR STOCK to Wellington Meat Export Co. Ltd., for shipment. Fat Sheep, Lambs and Cattle purchased. Particulars as to charges may be obtained from [829,794,956,1022]
table-cell: 4.0 [647,308,656,316]
table-cell: 43.20 [736,144,752,152]
christiansen-body: Specialists in tools, instruments or lawn-mower sharpening. Yours are blunt; have them renovated and sharpened. Workmanship guaranteed. [273,1271,384,1319]
table-cell: 4.8 [721,152,730,160]
morey-towns: NEW PLYMOUTH AND STRATFORD. [901,454,1027,464]
table-cell: 3.6 [780,252,790,260]
